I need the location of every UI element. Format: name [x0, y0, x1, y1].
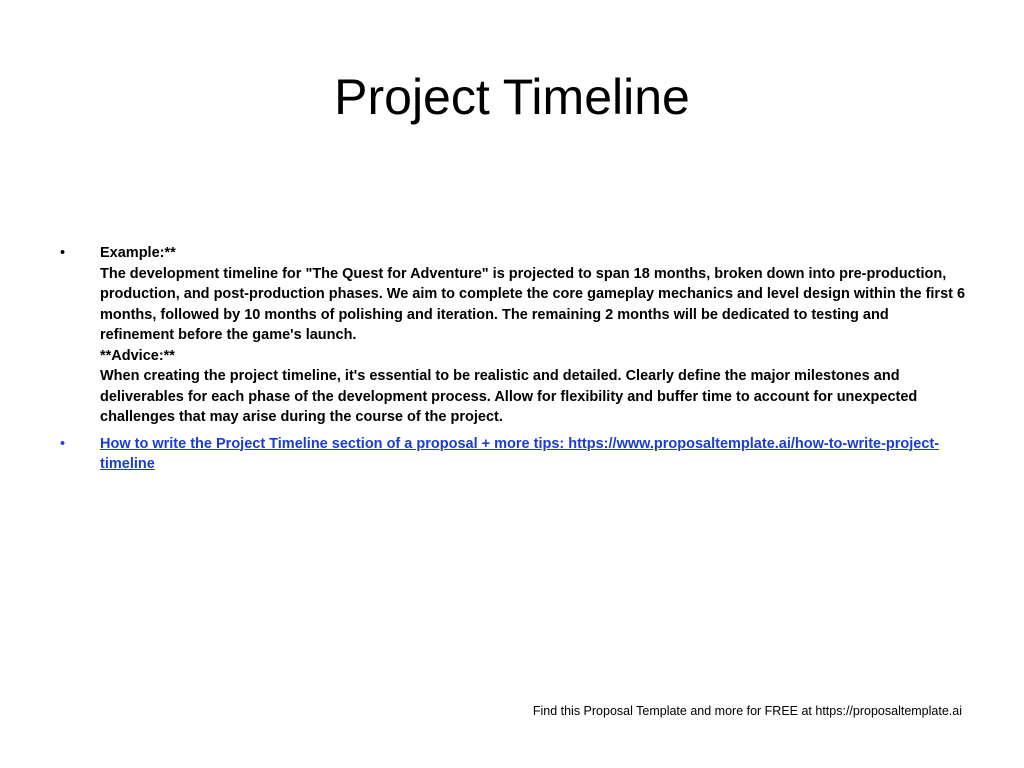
- advice-text: When creating the project timeline, it's essential to be realistic and detailed. Clearly define the major milestones and deliverables for each phase of the development process. Allow for flexibility and buffer time to account for unexpected challenges that may arise during the course of the project.: [100, 368, 918, 425]
- bullet-icon: •: [60, 435, 66, 452]
- how-to-write-link[interactable]: How to write the Project Timeline section of a proposal + more tips: https://www.proposaltemplate.ai/how-to-write-project-timeline: [100, 435, 940, 472]
- bullet-icon: •: [60, 245, 66, 261]
- bullet-list: [56, 243, 966, 475]
- page-title: Project Timeline: [334, 69, 690, 125]
- list-item-link: [56, 434, 966, 475]
- example-text: The development timeline for "The Quest for Adventure" is projected to span 18 months, broken down into pre-production, production, and post-production phases. We aim to complete the core gameplay mechanics and level design within the first 6 months, followed by 10 months of polishing and iteration. The remaining 2 months will be dedicated to testing and refinement before the game's launch.: [100, 265, 966, 343]
- footer-note: Find this Proposal Template and more for FREE at https://proposaltemplate.ai: [532, 704, 962, 718]
- advice-label: **Advice:**: [100, 347, 175, 364]
- example-label: Example:**: [100, 245, 176, 261]
- list-item-example: [56, 243, 966, 428]
